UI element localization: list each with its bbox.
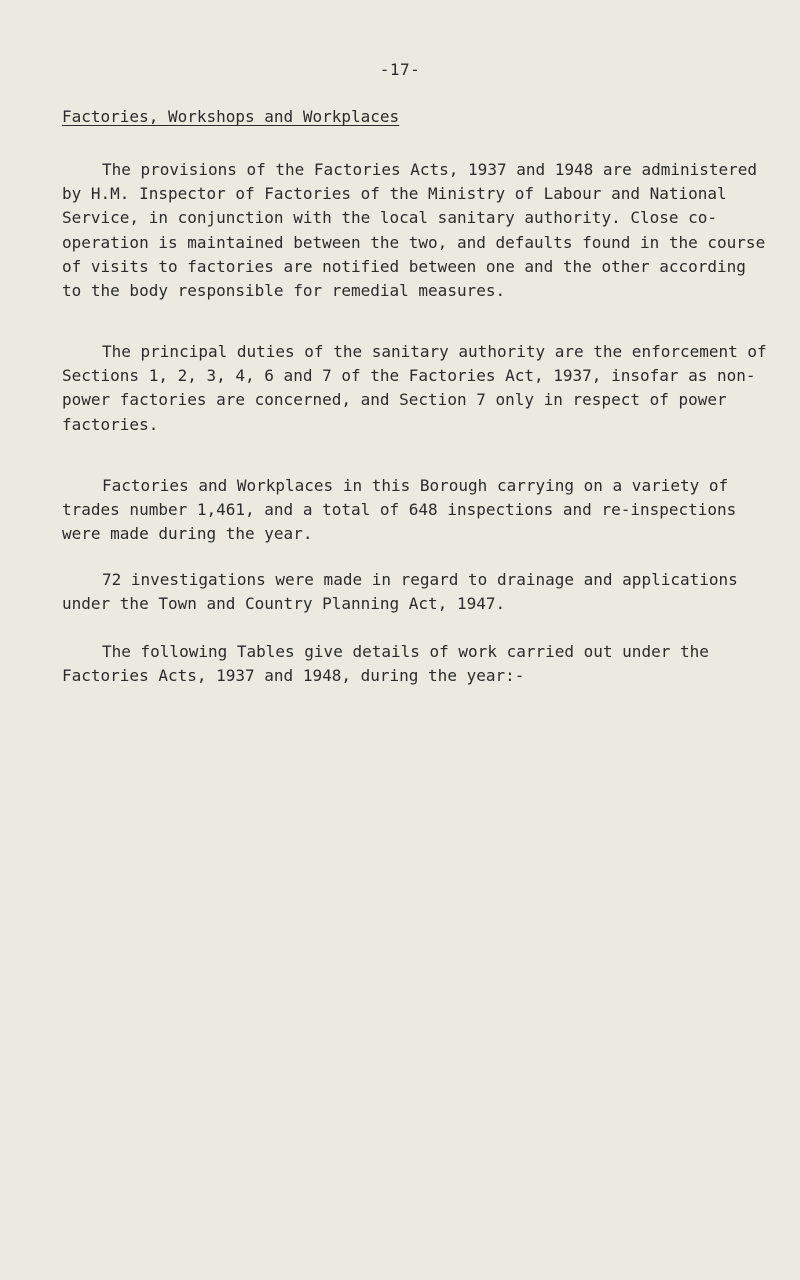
page-number: -17- — [379, 60, 421, 79]
paragraph-investigations: 72 investigations were made in regard to drainage and applications under the Town and Country Planning Act, 1947. — [62, 570, 738, 614]
paragraph-provisions: The provisions of the Factories Acts, 1937 and 1948 are administered by H.M. Inspector of Factories of the Ministry of Labour and National Service, in conjunction with the local sanitary authority. Close co-operation is maintained between the two, and defaults found in the course of visits to factories are notified between one and the other according to the body responsible for remedial measures. — [62, 160, 766, 301]
section-heading: Factories, Workshops and Workplaces — [62, 107, 400, 126]
paragraph-principal-duties: The principal duties of the sanitary authority are the enforcement of Sections 1, 2, 3, 4, 6 and 7 of the Factories Act, 1937, insofar as non-power factories are concerned, and Section 7 only in respect of power factories. — [62, 342, 767, 434]
paragraph-tables-intro: The following Tables give details of work carried out under the Factories Acts, 1937 and 1948, during the year:- — [62, 642, 709, 686]
paragraph-inspections: Factories and Workplaces in this Borough carrying on a variety of trades number 1,461, and a total of 648 inspections and re-inspections were made during the year. — [62, 476, 737, 544]
